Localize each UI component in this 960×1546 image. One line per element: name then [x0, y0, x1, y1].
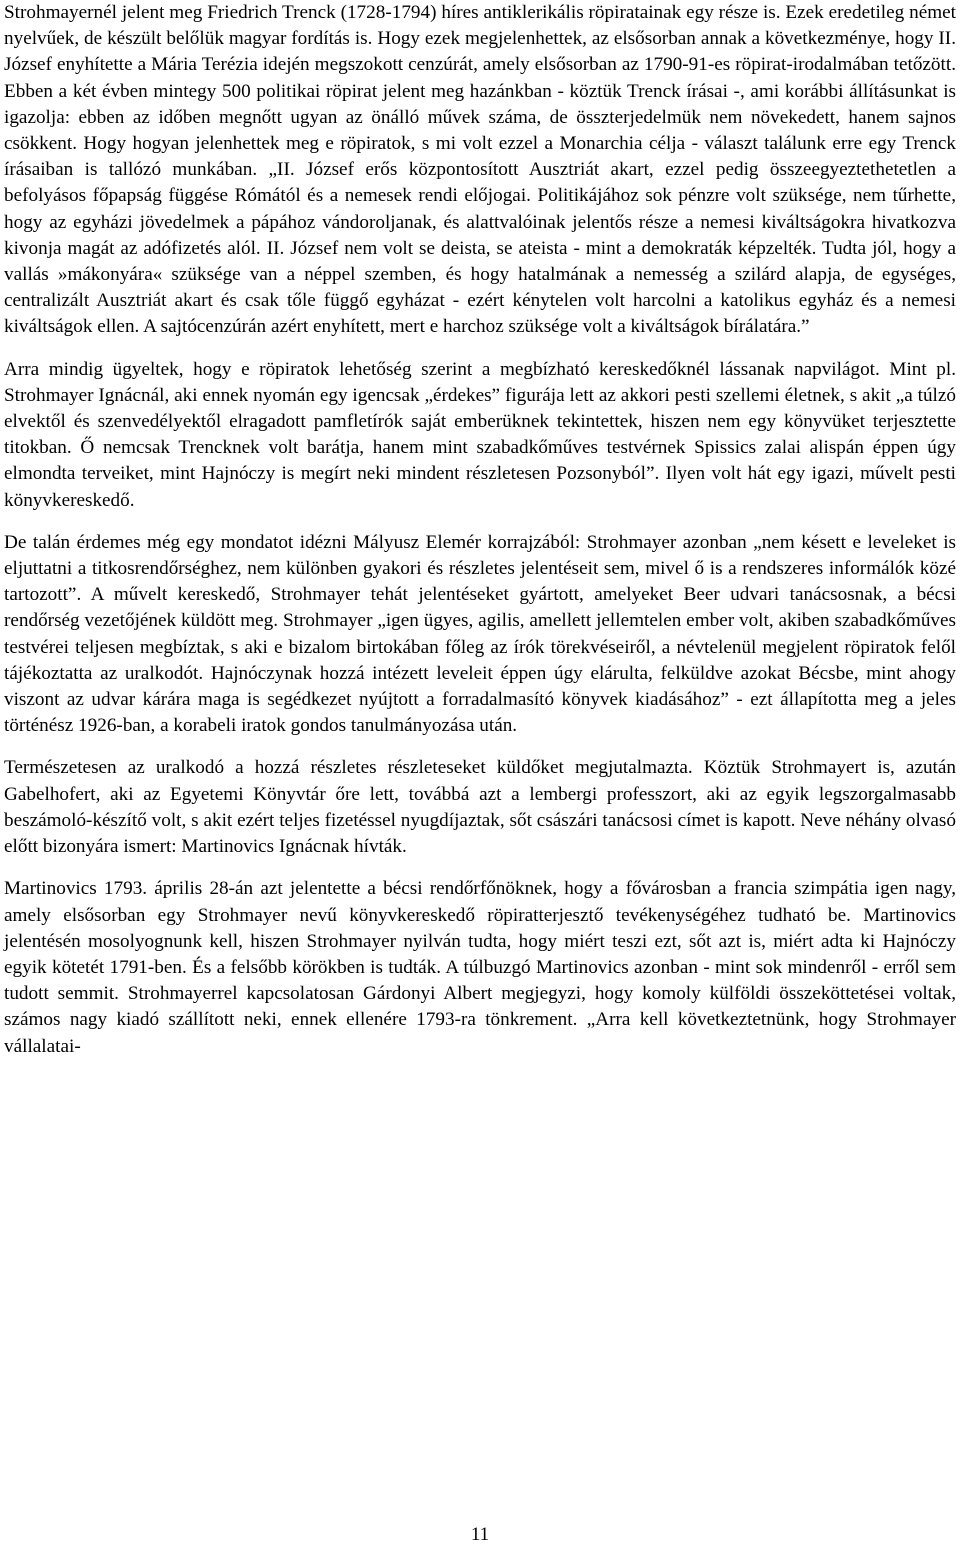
paragraph-uralkodo-jutalmazta: Természetesen az uralkodó a hozzá részletes részleteseket küldőket megjutalmazta. Köztük Strohmayert is, azután Gabelhofert, aki az Egyetemi Könyvtár őre lett, továbbá azt a lembergi professzort, aki az egyik legszorgalmasabb beszámoló-készítő volt, s akit ezért teljes fizetéssel nyugdíjaztak, sőt császári tanácsosi címet is kapott. Neve néhány olvasó előtt bizonyára ismert: Martinovics Ignácnak hívták.	[4, 757, 956, 858]
paragraph-strohmayer-trenck: Strohmayernél jelent meg Friedrich Trenck (1728-1794) híres antiklerikális röpiratainak egy része is. Ezek eredetileg német nyelvűek, de készült belőlük magyar fordítás is. Hogy ezek megjelenhettek, az elsősorban annak a következménye, hogy II. József enyhítette a Mária Terézia idején megszokott cenzúrát, amely elsősorban az 1790-91-es röpirat-irodalmában tetőzött. Ebben a két évben mintegy 500 politikai röpirat jelent meg hazánkban - köztük Trenck írásai -, ami korábbi állításunkat is igazolja: ebben az időben megnőtt ugyan az önálló művek száma, de összterjedelmük nem növekedett, hanem sajnos csökkent. Hogy hogyan jelenhettek meg e röpiratok, s mi volt ezzel a Monarchia célja - választ találunk erre egy Trenck írásaiban is tallózó munkában. „II. József erős központosított Ausztriát akart, ezzel pedig összeegyeztethetetlen a befolyásos főpapság függése Rómától és a nemesek rendi előjogai. Politikájához sok pénzre volt szüksége, nem tűrhette, hogy az egyházi jövedelmek a pápához vándoroljanak, és alattvalóinak jelentős része a nemesi kiváltságokra hivatkozva kivonja magát az adófizetés alól. II. József nem volt se deista, se ateista - mint a demokraták képzelték. Tudta jól, hogy a vallás »mákonyára« szüksége van a néppel szemben, és hogy hatalmának a nemesség a szilárd alapja, de egységes, centralizált Ausztriát akart és csak tőle függő egyházat - ezért kénytelen volt harcolni a katolikus egyház és a nemesi kiváltságok ellen. A sajtócenzúrán azért enyhített, mert e harchoz szüksége volt a kiváltságok bírálatára.”	[4, 2, 956, 338]
page-number: 11	[470, 1524, 490, 1545]
document-page	[4, 0, 956, 1076]
paragraph-martinovics-1793: Martinovics 1793. április 28-án azt jelentette a bécsi rendőrfőnöknek, hogy a fővárosban a francia szimpátia igen nagy, amely elsősorban egy Strohmayer nevű könyvkereskedő röpiratterjesztő tevékenységéhez tudható be. Martinovics jelentésén mosolyognunk kell, hiszen Strohmayer nyilván tudta, hogy miért teszi ezt, sőt azt is, miért adta ki Hajnóczy egyik kötetét 1791-ben. És a felsőbb körökben is tudták. A túlbuzgó Martinovics azonban - mint sok mindenről - erről sem tudott semmit. Strohmayerrel kapcsolatosan Gárdonyi Albert megjegyzi, hogy komoly külföldi összeköttetései voltak, számos nagy kiadó szállított neki, ennek ellenére 1793-ra tönkrement. „Arra kell következtetnünk, hogy Strohmayer vállalatai-	[4, 878, 956, 1057]
paragraph-malyusz-quote: De talán érdemes még egy mondatot idézni Mályusz Elemér korrajzából: Strohmayer azonban „nem késett e leveleket is eljuttatni a titkosrendőrséghez, nem különben gyakori és részletes jelentéseit sem, mivel ő is a rendszeres informálók közé tartozott”. A művelt kereskedő, Strohmayer tehát jelentéseket gyártott, amelyeket Beer udvari tanácsosnak, a bécsi rendőrség vezetőjének küldött meg. Strohmayer „igen ügyes, agilis, amellett jellemtelen ember volt, akiben szabadkőműves testvérei teljesen megbíztak, s aki e bizalom birtokában főleg az írók törekvéseiről, a névtelenül megjelent röpiratok felől tájékoztatta az uralkodót. Hajnóczynak hozzá intézett leveleit éppen úgy elárulta, felküldve azokat Bécsbe, mint ahogy viszont az udvar kárára maga is segédkezet nyújtott a forradalmasító könyvek kiadásához” - ezt állapította meg a jeles történész 1926-ban, a korabeli iratok gondos tanulmányozása után.	[4, 531, 956, 737]
paragraph-strohmayer-ignac: Arra mindig ügyeltek, hogy e röpiratok lehetőség szerint a megbízható kereskedőknél lássanak napvilágot. Mint pl. Strohmayer Ignácnál, aki ennek nyomán egy igencsak „érdekes” figurája lett az akkori pesti szellemi életnek, s akit „a túlzó elvektől és szenvedélyektől elragadott pamfletírók saját emberüknek tekintettek, hiszen nem egy könyvüket terjesztette titokban. Ő nemcsak Trencknek volt barátja, hanem mint szabadkőműves testvérnek Spissics zalai alispán éppen úgy elmondta terveiket, mint Hajnóczy is megírt neki mindent részletesen Pozsonyból”. Ilyen volt hát egy igazi, művelt pesti könyvkereskedő.	[4, 358, 956, 511]
